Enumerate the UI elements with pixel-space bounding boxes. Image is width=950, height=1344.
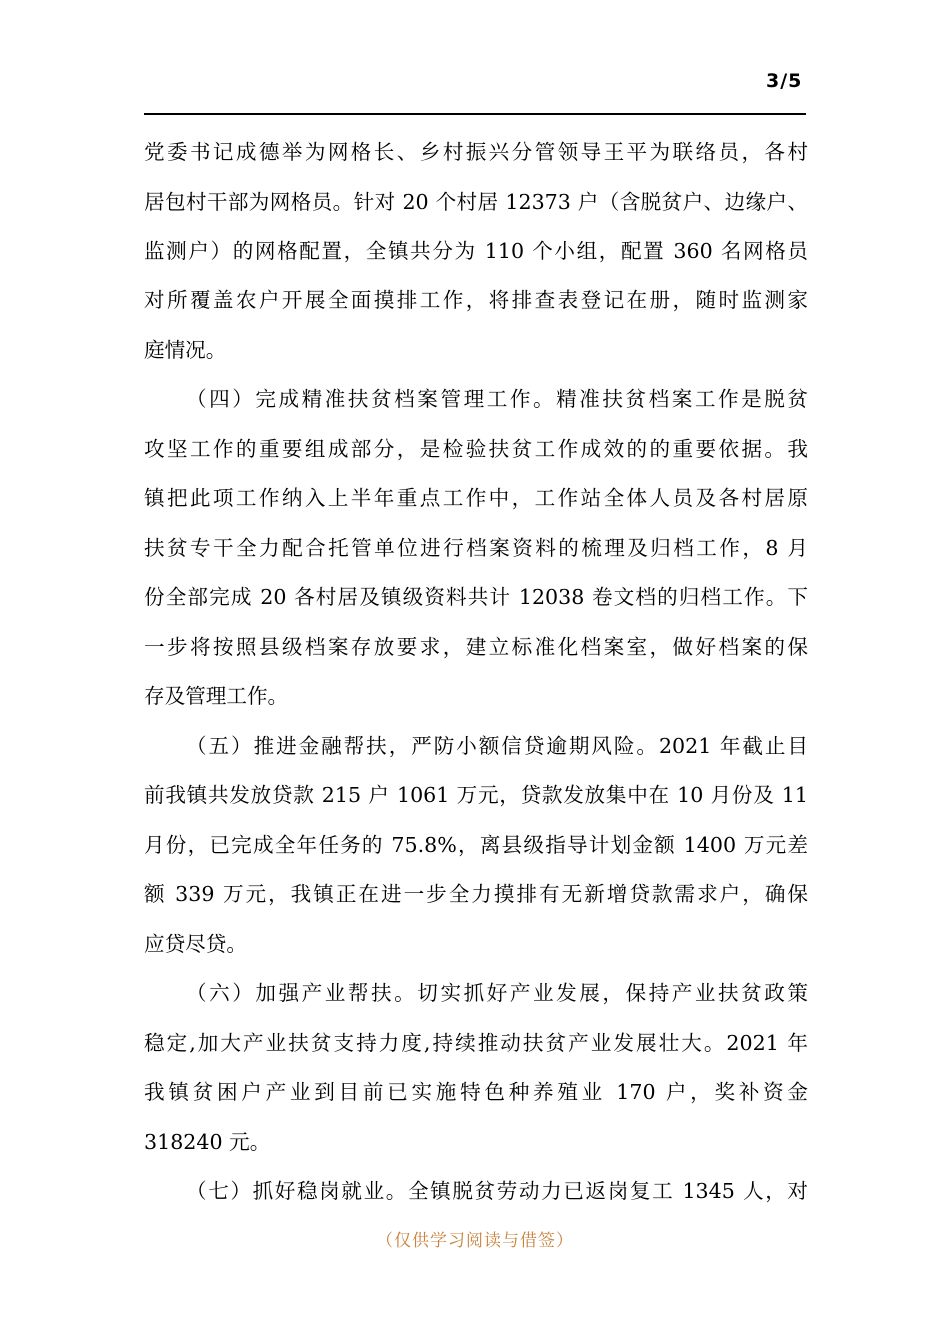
section-heading-line: （五）推进金融帮扶，严防小额信贷逾期风险。2021 年截止目	[186, 734, 808, 758]
text-line: 前我镇共发放贷款 215 户 1061 万元，贷款发放集中在 10 月份及 11	[144, 783, 808, 807]
text-line: 稳定,加大产业扶贫支持力度,持续推动扶贫产业发展壮大。2021 年	[144, 1031, 808, 1055]
text-line: 扶贫专干全力配合托管单位进行档案资料的梳理及归档工作，8 月	[144, 536, 808, 560]
text-line: 庭情况。	[144, 338, 227, 362]
page-number: 3/5	[766, 70, 803, 92]
text-line: 镇把此项工作纳入上半年重点工作中，工作站全体人员及各村居原	[144, 486, 808, 510]
section-heading-line: （七）抓好稳岗就业。全镇脱贫劳动力已返岗复工 1345 人，对	[186, 1179, 808, 1203]
text-line: 存及管理工作。	[144, 684, 289, 708]
text-line: 月份，已完成全年任务的 75.8%，离县级指导计划金额 1400 万元差	[144, 833, 808, 857]
text-line: 份全部完成 20 各村居及镇级资料共计 12038 卷文档的归档工作。下	[144, 585, 808, 609]
text-line: 居包村干部为网格员。针对 20 个村居 12373 户（含脱贫户、边缘户、	[144, 190, 808, 214]
section-heading-line: （四）完成精准扶贫档案管理工作。精准扶贫档案工作是脱贫	[186, 387, 808, 411]
text-line: 318240 元。	[144, 1130, 271, 1154]
text-line: 监测户）的网格配置，全镇共分为 110 个小组，配置 360 名网格员	[144, 239, 808, 263]
text-line: 额 339 万元，我镇正在进一步全力摸排有无新增贷款需求户，确保	[144, 882, 808, 906]
text-line: 党委书记成德举为网格长、乡村振兴分管领导王平为联络员，各村	[144, 140, 808, 164]
footer-disclaimer: （仅供学习阅读与借签）	[376, 1231, 574, 1251]
text-line: 攻坚工作的重要组成部分，是检验扶贫工作成效的的重要依据。我	[144, 437, 808, 461]
text-line: 对所覆盖农户开展全面摸排工作，将排查表登记在册，随时监测家	[144, 288, 808, 312]
text-line: 一步将按照县级档案存放要求，建立标准化档案室，做好档案的保	[144, 635, 808, 659]
header-divider	[144, 113, 806, 115]
text-line: 我镇贫困户产业到目前已实施特色种养殖业 170 户，奖补资金	[144, 1080, 808, 1104]
text-line: 应贷尽贷。	[144, 932, 247, 956]
section-heading-line: （六）加强产业帮扶。切实抓好产业发展，保持产业扶贫政策	[186, 981, 808, 1005]
